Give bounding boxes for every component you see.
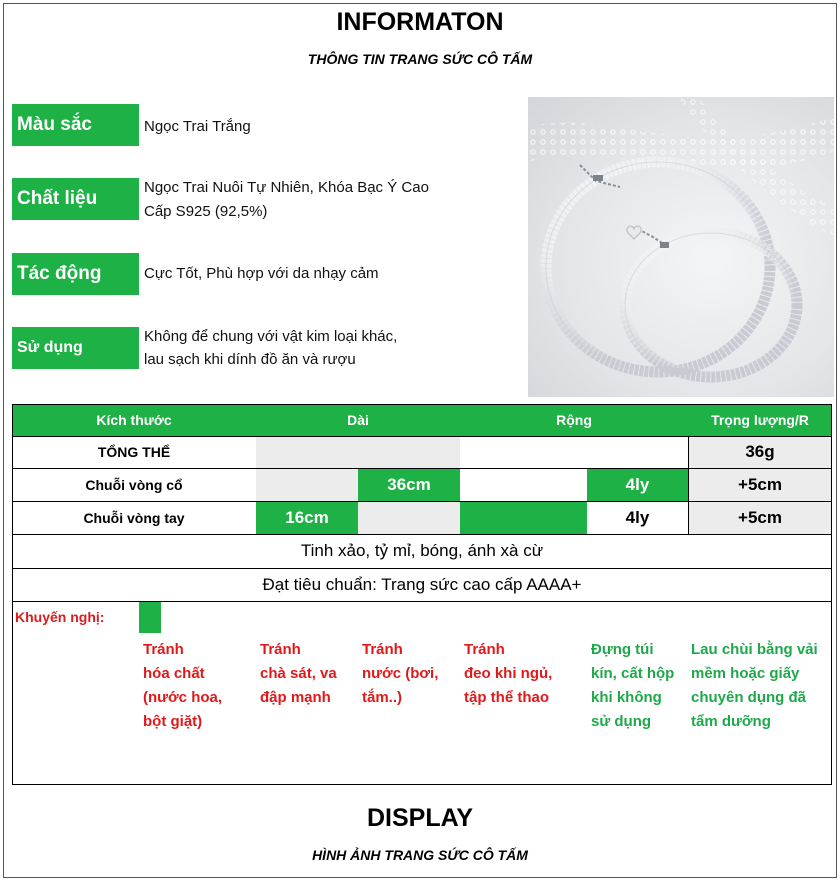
col-header-weight: Trọng lượng/R [711, 412, 809, 428]
size-table [12, 404, 832, 785]
advice-item-3: Tránh nước (bơi, tắm..) [362, 641, 439, 706]
label-color: Màu sắc [12, 104, 139, 146]
label-usage: Sử dụng [12, 327, 139, 369]
value-material-line2: Cấp S925 (92,5%) [144, 203, 268, 220]
value-material-line1: Ngọc Trai Nuôi Tự Nhiên, Khóa Bạc Ý Cao [144, 179, 429, 196]
advice-item-6: Lau chùi bằng vải mềm hoặc giấy chuyên dụng đã tẩm dưỡng [691, 641, 818, 730]
value-usage-line2: lau sạch khi dính đồ ăn và rượu [144, 351, 356, 368]
page-subtitle: THÔNG TIN TRANG SỨC CÔ TẤM [307, 51, 533, 67]
advice-item-4: Tránh đeo khi ngủ, tập thể thao [464, 641, 553, 706]
table-border-right [831, 404, 832, 785]
label-effect: Tác động [12, 253, 139, 295]
row-bracelet-length: 16cm [256, 501, 358, 534]
row-overall-label: TỔNG THỂ [97, 444, 171, 460]
note-quality: Tinh xảo, tỷ mỉ, bóng, ánh xà cừ [300, 541, 544, 560]
table-border-bottom [12, 784, 832, 785]
row-bracelet-width: 4ly [625, 507, 650, 527]
table-border-left [12, 404, 13, 785]
row-bracelet-label: Chuỗi vòng tay [83, 509, 185, 526]
page-title: INFORMATON [336, 8, 504, 36]
col-header-length: Dài [347, 412, 369, 428]
row-bracelet-weight: +5cm [738, 507, 782, 527]
table-border-top [12, 404, 832, 405]
value-effect: Cực Tốt, Phù hợp với da nhạy cảm [144, 265, 379, 282]
value-usage-line1: Không để chung với vật kim loại khác, [144, 328, 398, 345]
product-photo [528, 97, 834, 397]
label-material: Chất liệu [12, 178, 139, 220]
advice-item-2: Tránh chà sát, va đập mạnh [260, 641, 337, 706]
row-overall-weight: 36g [745, 442, 775, 461]
value-color: Ngọc Trai Trắng [144, 118, 251, 135]
display-subtitle: HÌNH ẢNH TRANG SỨC CÔ TẤM [312, 847, 528, 863]
col-header-size: Kích thước [96, 412, 172, 428]
advice-item-5: Đựng túi kín, cất hộp khi không sử dụng [591, 641, 675, 730]
advice-label: Khuyến nghị: [15, 609, 105, 625]
row-necklace-width: 4ly [587, 468, 688, 501]
row-necklace-weight: +5cm [738, 474, 782, 494]
row-necklace-length: 36cm [358, 468, 460, 501]
advice-item-1: Tránh hóa chất (nước hoa, bột giặt) [143, 641, 223, 730]
note-standard: Đạt tiêu chuẩn: Trang sức cao cấp AAAA+ [262, 574, 582, 594]
display-title: DISPLAY [366, 804, 474, 832]
row-necklace-label: Chuỗi vòng cổ [85, 476, 183, 493]
col-header-width: Rộng [556, 412, 592, 428]
pearl-necklace-image [528, 97, 834, 397]
